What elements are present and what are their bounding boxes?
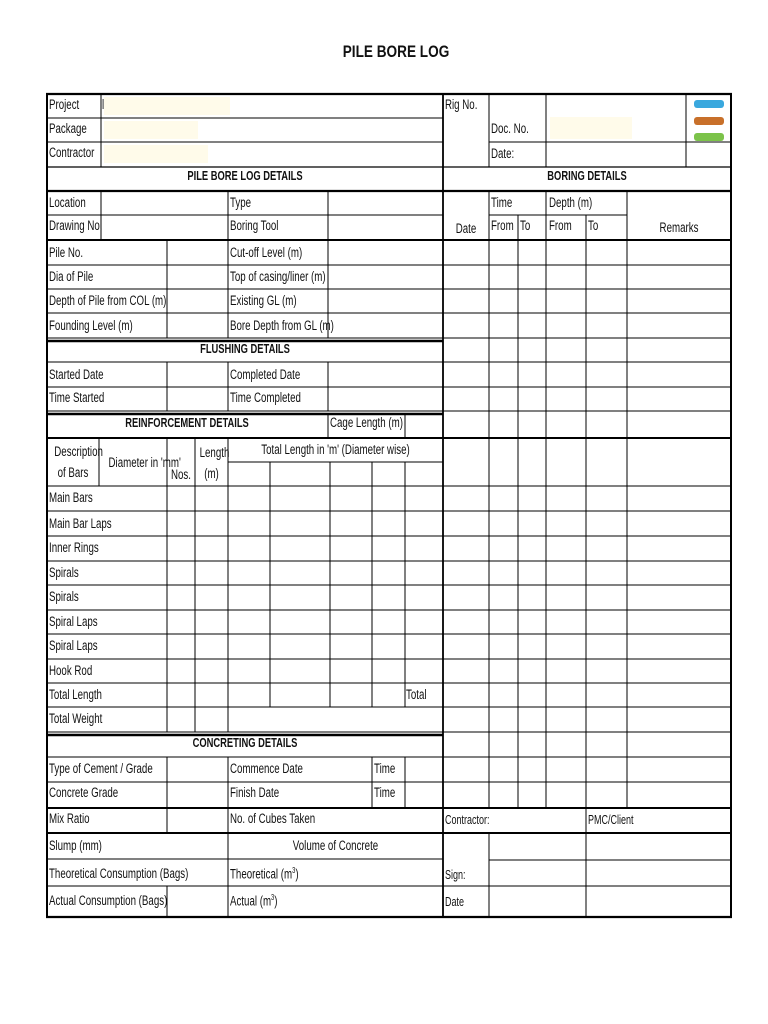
commence-time-label: Time xyxy=(374,761,396,776)
total-length-dia-header: Total Length in 'm' (Diameter wise) xyxy=(261,442,410,457)
time-completed-label: Time Completed xyxy=(230,390,301,405)
total-label: Total xyxy=(406,687,427,702)
concreting-details-heading: CONCRETING DETAILS xyxy=(192,735,298,750)
signoff-pmc-client-label: PMC/Client xyxy=(588,813,634,827)
rebar-row-label: Total Length xyxy=(49,687,102,702)
length-header-line2: (m) xyxy=(204,466,219,481)
page-title: PILE BORE LOG xyxy=(342,42,450,61)
time-started-label: Time Started xyxy=(49,390,105,405)
rig-no-label: Rig No. xyxy=(445,97,478,112)
top-of-casing-label: Top of casing/liner (m) xyxy=(230,269,326,284)
description-header-line1: Description xyxy=(54,444,103,459)
actual-volume-label: Actual $(m^3)$ xyxy=(230,893,278,909)
depth-to-header: To xyxy=(588,218,599,233)
flushing-details-heading: FLUSHING DETAILS xyxy=(200,341,290,356)
date-label: Date: xyxy=(491,146,515,161)
depth-of-pile-label: Depth of Pile from COL (m) xyxy=(49,293,167,308)
boring-depth-header: Depth (m) xyxy=(549,195,593,210)
project-label: Project xyxy=(49,97,80,112)
theoretical-volume-label: Theoretical $(m^3)$ xyxy=(230,866,299,882)
type-label: Type xyxy=(230,195,252,210)
type-of-cement-label: Type of Cement / Grade xyxy=(49,761,153,776)
signoff-date-label: Date xyxy=(445,895,465,909)
slump-label: Slump (mm) xyxy=(49,838,102,853)
remarks-header: Remarks xyxy=(659,220,699,235)
no-of-cubes-label: No. of Cubes Taken xyxy=(230,811,316,826)
length-header-line1: Length xyxy=(199,445,230,460)
dia-of-pile-label: Dia of Pile xyxy=(49,269,94,284)
rebar-row-label: Hook Rod xyxy=(49,663,93,678)
doc-no-label: Doc. No. xyxy=(491,121,529,136)
rebar-row-label: Main Bars xyxy=(49,490,93,505)
drawing-no-label: Drawing No. xyxy=(49,218,103,233)
project-value[interactable]: l xyxy=(102,97,105,112)
contractor-label: Contractor xyxy=(49,145,95,160)
signoff-contractor-label: Contractor: xyxy=(445,813,490,827)
package-label: Package xyxy=(49,121,87,136)
signoff-sign-label: Sign: xyxy=(445,868,466,882)
concrete-grade-label: Concrete Grade xyxy=(49,785,119,800)
actual-consumption-label: Actual Consumption (Bags) xyxy=(49,893,168,908)
depth-from-header: From xyxy=(549,218,572,233)
boring-date-header: Date xyxy=(455,221,477,236)
commence-date-label: Commence Date xyxy=(230,761,303,776)
nos-header: Nos. xyxy=(170,467,191,482)
description-header-line2: of Bars xyxy=(57,465,89,480)
rebar-row-label: Total Weight xyxy=(49,711,103,726)
founding-level-label: Founding Level (m) xyxy=(49,318,133,333)
rebar-row-label: Spiral Laps xyxy=(49,638,98,653)
completed-date-label: Completed Date xyxy=(230,367,301,382)
volume-of-concrete-label: Volume of Concrete xyxy=(292,838,379,853)
time-from-header: From xyxy=(491,218,514,233)
diameter-header: Diameter in 'mm' xyxy=(108,455,181,470)
bore-depth-label: Bore Depth from GL (m) xyxy=(230,318,334,333)
started-date-label: Started Date xyxy=(49,367,104,382)
mix-ratio-label: Mix Ratio xyxy=(49,811,90,826)
pile-no-label: Pile No. xyxy=(49,245,84,260)
time-to-header: To xyxy=(520,218,531,233)
existing-gl-label: Existing GL (m) xyxy=(230,293,297,308)
finish-date-label: Finish Date xyxy=(230,785,280,800)
location-label: Location xyxy=(49,195,86,210)
finish-time-label: Time xyxy=(374,785,396,800)
pile-bore-log-details-heading: PILE BORE LOG DETAILS xyxy=(187,168,303,183)
reinforcement-details-heading: REINFORCEMENT DETAILS xyxy=(125,415,249,430)
rebar-row-label: Inner Rings xyxy=(49,540,99,555)
rebar-row-label: Spiral Laps xyxy=(49,614,98,629)
boring-time-header: Time xyxy=(491,195,513,210)
cage-length-label: Cage Length (m) xyxy=(330,415,403,430)
rebar-row-label: Spirals xyxy=(49,589,79,604)
boring-details-heading: BORING DETAILS xyxy=(547,168,627,183)
theoretical-consumption-label: Theoretical Consumption (Bags) xyxy=(49,866,189,881)
cutoff-level-label: Cut-off Level (m) xyxy=(230,245,303,260)
boring-tool-label: Boring Tool xyxy=(230,218,279,233)
rebar-row-label: Spirals xyxy=(49,565,79,580)
rebar-row-label: Main Bar Laps xyxy=(49,516,112,531)
